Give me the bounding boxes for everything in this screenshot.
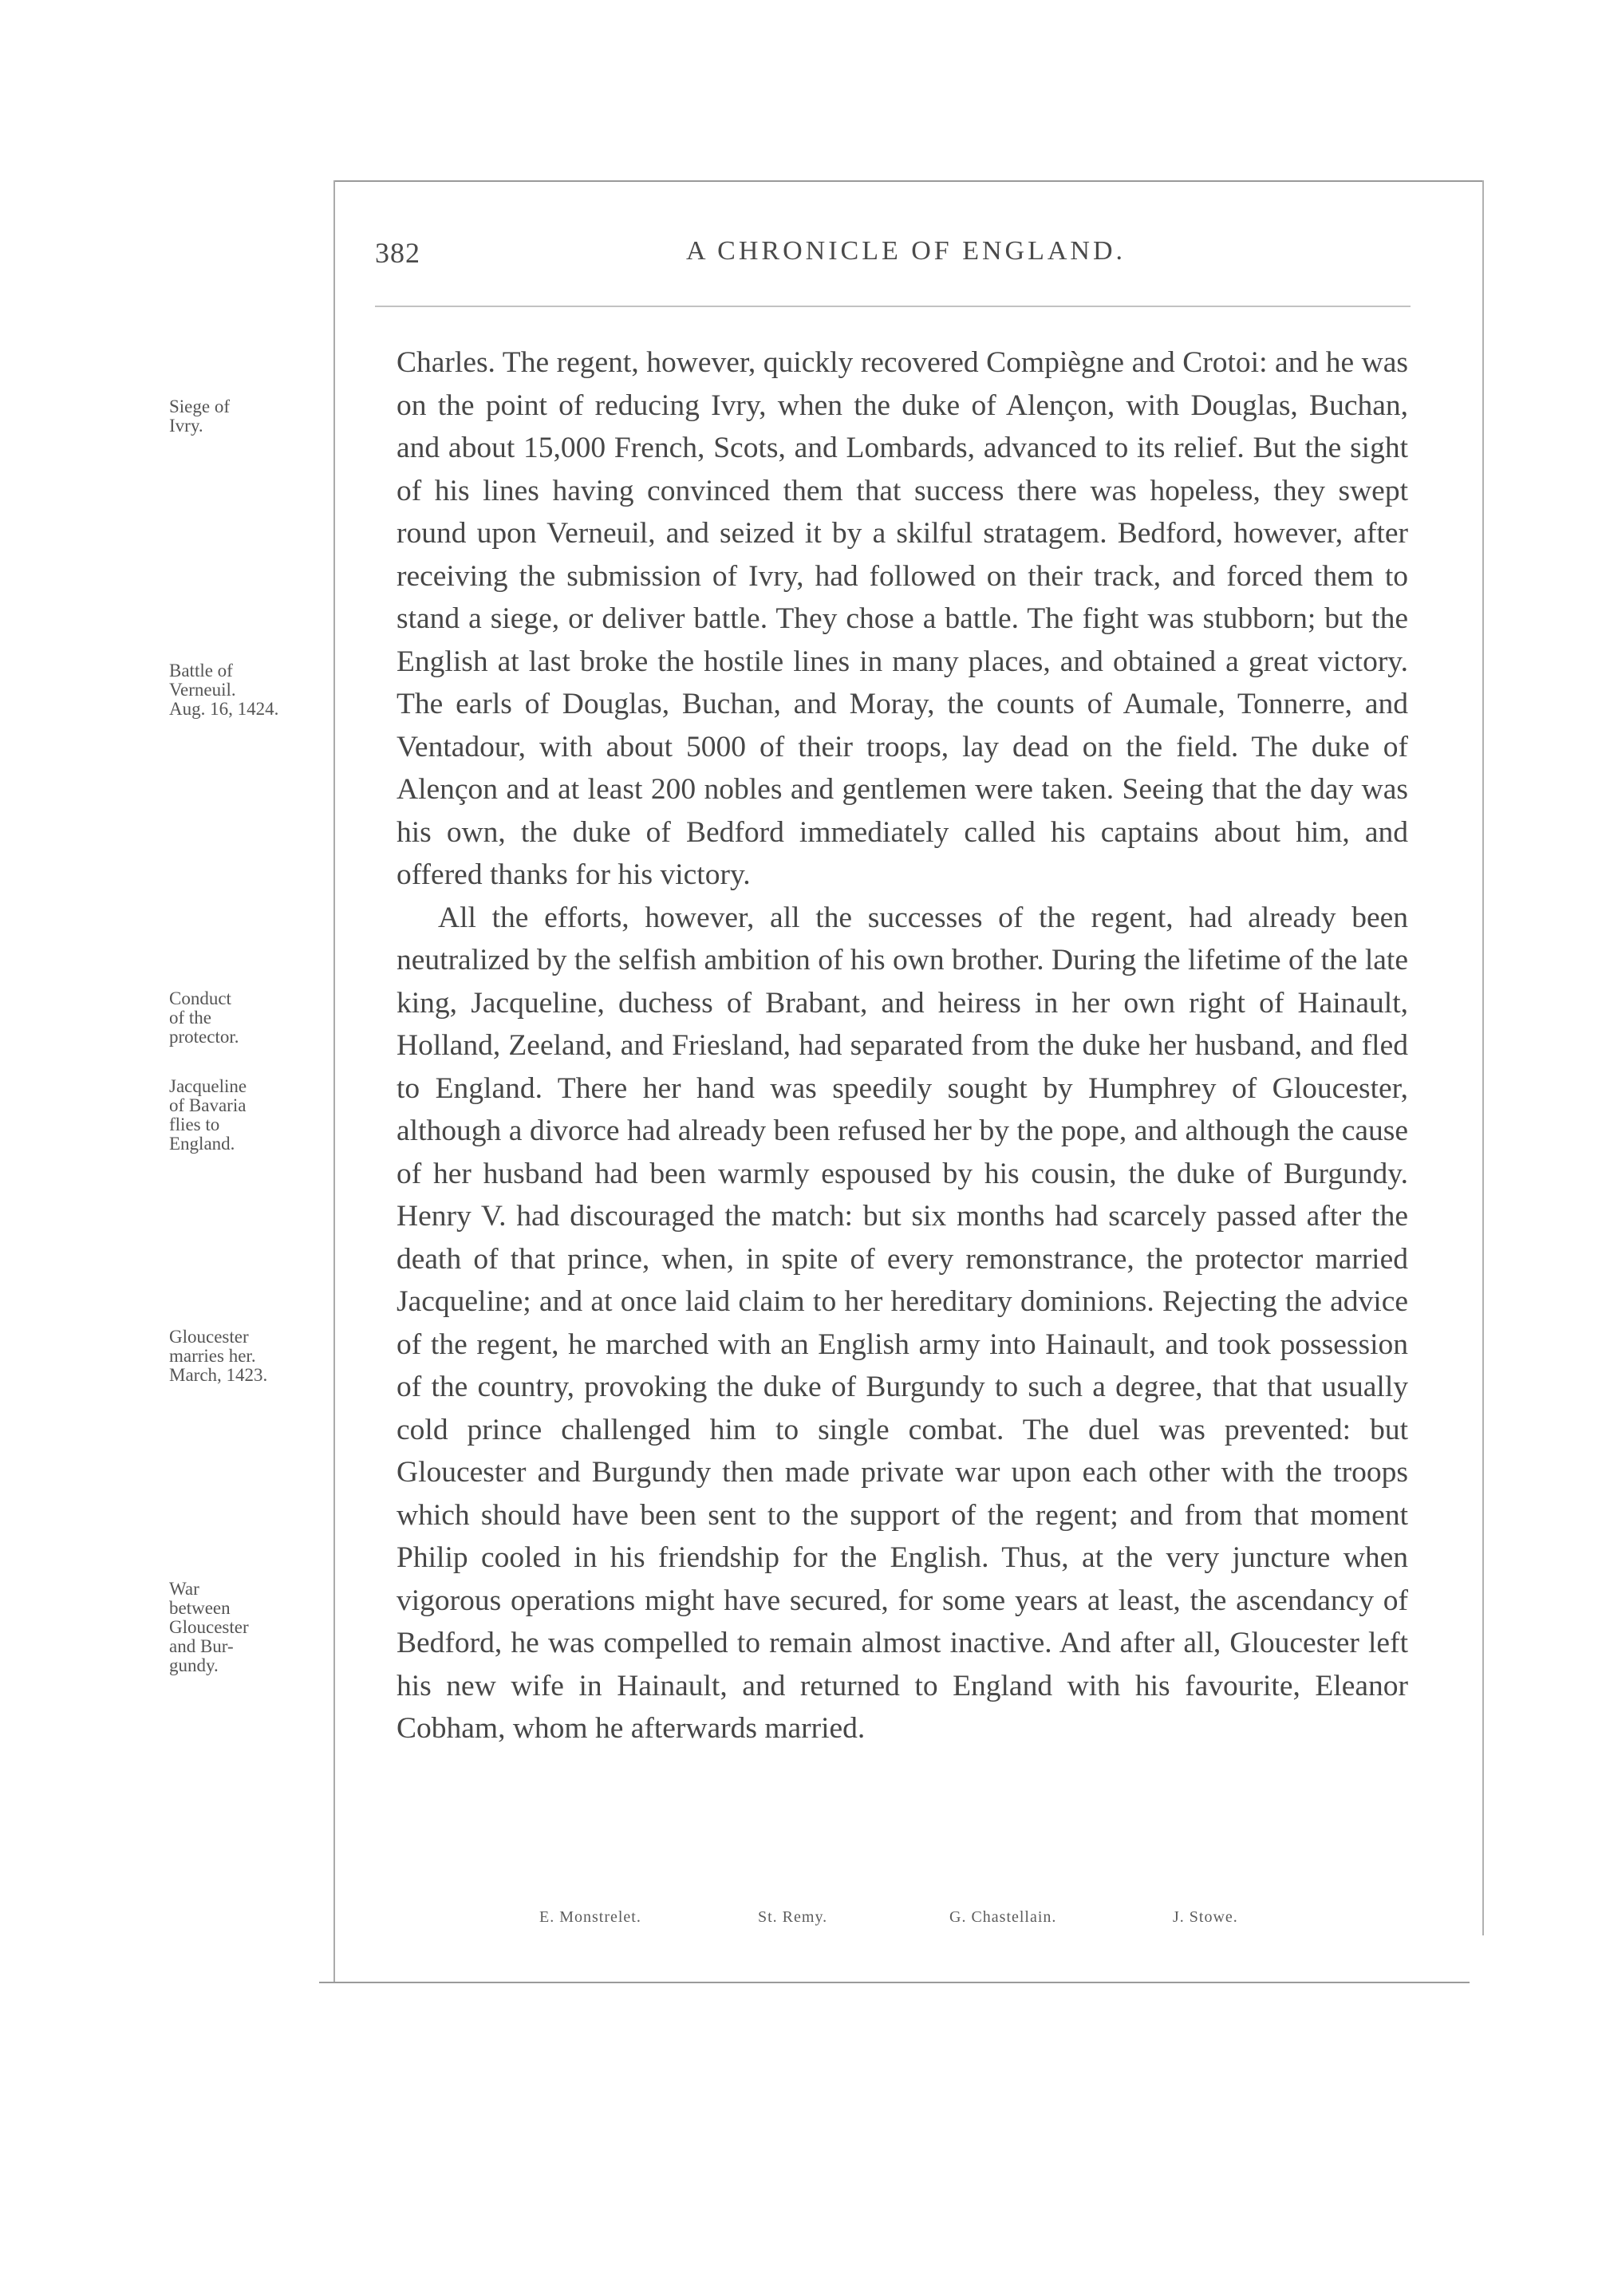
source-citation: St. Remy. — [758, 1908, 828, 1926]
source-citation: G. Chastellain. — [949, 1908, 1057, 1926]
page-frame-right-rule — [1482, 180, 1484, 1935]
paragraph: All the efforts, however, all the successes of the regent, had already been neutralized by the selfish ambition of his own brother. During the lifetime of the late king, Jacqueline, duchess of Brabant, and heiress in her own right of Hainault, Holland, Zeeland, and Friesland, had separated from the duke her husband, and fled to England. There her hand was speedily sought by Humphrey of Gloucester, although a divorce had already been refused her by the pope, and although the cause of her husband had been warmly espoused by his cousin, the duke of Burgundy. Henry V. had discouraged the match: but six months had scarcely passed after the death of that prince, when, in spite of every remonstrance, the protector married Jacqueline; and at once laid claim to her hereditary dominions. Rejecting the advice of the regent, he marched with an English army into Hainault, and took possession of the country, provoking the duke of Burgundy to such a degree, that that usually cold prince challenged him to single combat. The duel was prevented: but Gloucester and Burgundy then made private war upon each other with the troops which should have been sent to the support of the regent; and from that moment Philip cooled in his friendship for the English. Thus, at the very juncture when vigorous operations might have secured, for some years at least, the ascendancy of Bedford, he was compelled to remain almost inactive. And after all, Gloucester left his new wife in Hainault, and returned to England with his favourite, Eleanor Cobham, whom he afterwards married. — [397, 901, 1408, 1745]
page-frame-bottom-rule — [319, 1982, 1470, 1983]
margin-note-siege-of-ivry: Siege of Ivry. — [169, 396, 231, 436]
source-citation: J. Stowe. — [1173, 1908, 1238, 1926]
margin-note-gloucester-marries: Gloucester marries her. March, 1423. — [169, 1327, 268, 1385]
body-text — [397, 341, 1408, 1750]
running-head — [375, 236, 1412, 276]
page-number: 382 — [375, 237, 420, 269]
source-citations — [375, 1908, 1412, 1932]
page-frame-top-rule — [335, 180, 1484, 182]
margin-note-war-gloucester-burgundy: War between Gloucester and Bur- gundy. — [169, 1579, 249, 1675]
book-title: A CHRONICLE OF ENGLAND. — [686, 236, 1126, 266]
source-citation: E. Monstrelet. — [539, 1908, 641, 1926]
margin-note-conduct-of-protector: Conduct of the protector. — [169, 988, 239, 1047]
margin-note-jacqueline-flies: Jacqueline of Bavaria flies to England. — [169, 1076, 247, 1154]
margin-notes — [169, 0, 337, 1915]
running-head-rule — [375, 306, 1411, 307]
paragraph: Charles. The regent, however, quickly recovered Compiègne and Crotoi: and he was on the point of reducing Ivry, when the duke of Alençon, with Douglas, Buchan, and about 15,000 French, Scots, and Lombards, advanced to its relief. But the sight of his lines having convinced them that success there was hopeless, they swept round upon Verneuil, and seized it by a skilful stratagem. Bedford, however, after receiving the submission of Ivry, had followed on their track, and forced them to stand a siege, or deliver battle. They chose a battle. The fight was stubborn; but the English at last broke the hostile lines in many places, and obtained a great victory. The earls of Douglas, Buchan, and Moray, the counts of Aumale, Tonnerre, and Ventadour, with about 5000 of their troops, lay dead on the field. The duke of Alençon and at least 200 nobles and gentlemen were taken. Seeing that the day was his own, the duke of Bedford immediately called his captains about him, and offered thanks for his victory. — [397, 346, 1408, 891]
margin-note-battle-of-verneuil: Battle of Verneuil. Aug. 16, 1424. — [169, 661, 279, 719]
